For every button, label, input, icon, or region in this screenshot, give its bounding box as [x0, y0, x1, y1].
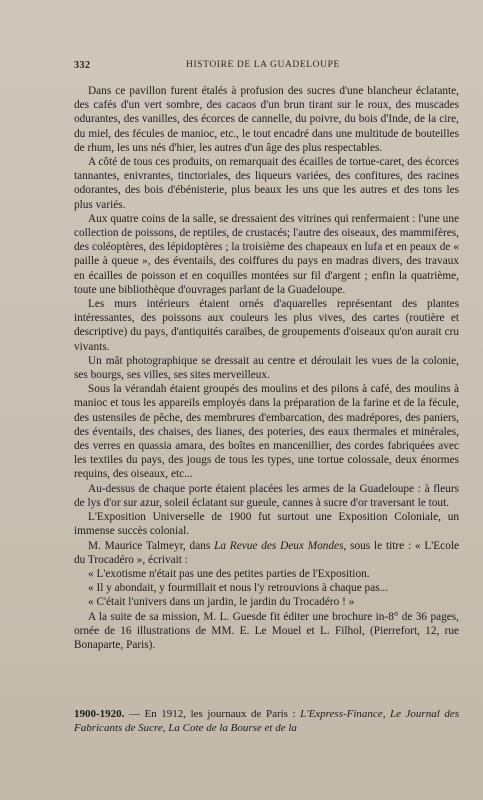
paragraph: Sous la vérandah étaient groupés des moulins et des pilons à café, des moulins à manioc et tous les appareils employés dans la préparation de la farine et de la fécule, des ustensiles de pêche, des membrures d'embarcation, des madrépores, des paniers, des éventails, des chaises, des lianes, des poteries, des eaux thermales et minérales, des verres en quassia amara, des boîtes en mancenillier, des cordes fabriquées avec les textiles du pays, des jougs de tous les types, une tortue colossale, deux énormes requins, des oiseaux, etc... — [74, 383, 459, 481]
paragraph: Un mât photographique se dressait au centre et déroulait les vues de la colonie, ses bourgs, ses villes, ses sites merveilleux. — [74, 354, 459, 382]
talmeyr-text-after: , sous le titre : « L'Ecole du Trocadéro », écrivait : — [74, 539, 459, 566]
paragraph: Dans ce pavillon furent étalés à profusion des sucres d'une blancheur éclatante, des cafés d'un vert sombre, des cacaos d'un brun tirant sur le roux, des muscades odurantes, des vanilles, des écorces de cannelle, du poivre, du bois d'Inde, de la cire, du miel, des fécules de manioc, etc., le tout encadré dans une multitude de bouteilles de rhum, les uns nés d'hier, les autres d'un âge des plus respectables. — [74, 85, 459, 154]
paragraph: L'Exposition Universelle de 1900 fut surtout une Exposition Coloniale, un immense succès colonial. — [74, 511, 459, 538]
talmeyr-paragraph — [74, 539, 459, 567]
footnote-text: — En 1912, les journaux de Paris : — [124, 708, 301, 720]
talmeyr-text-before: M. Maurice Talmeyr, dans — [88, 539, 215, 552]
journal-title: La Revue des Deux Mondes — [214, 539, 344, 552]
paragraph: A côté de tous ces produits, on remarquait des écailles de tortue-caret, des écorces tannantes, enivrantes, tinctoriales, des liqueurs variées, des confitures, des racines odorantes, des bois d'ébénisterie, plus beaux les uns que les autres et des tons les plus variés. — [74, 156, 459, 211]
quote-line: « C'était l'univers dans un jardin, le jardin du Trocadéro ! » — [88, 596, 355, 609]
quote-line: « Il y abondait, y fourmillait et nous l'y retrouvions à chaque pas... — [88, 582, 389, 595]
paragraph: Aux quatre coins de la salle, se dressaient des vitrines qui renfermaient : l'une une collection de poissons, de reptiles, de crustacés; l'autre des oiseaux, des mammifères, des coléoptères, des lépidoptères ; la troisième des chapeaux en lufa et en peaux de « paille à queue », des éventails, des coiffures du pays en madras divers, des travaux en écailles de poisson et en coquilles montées sur fil d'argent ; enfin la quatrième, toute une bibliothèque d'ouvrages parlant de la Guadeloupe. — [74, 212, 459, 296]
page-number: 332 — [74, 60, 91, 71]
paragraph: A la suite de sa mission, M. L. Guesde fit éditer une brochure in-8° de 36 pages, ornée de 16 illustrations de MM. E. Le Mouel et L. Filhol, (Pierrefort, 12, rue Bonaparte, Paris). — [74, 610, 459, 651]
quote-line: « L'exotisme n'était pas une des petites parties de l'Exposition. — [88, 567, 370, 580]
footnote-journals: L'Express-Finance, Le Journal des Fabricants de Sucre, La Cote de la Bourse et de la — [74, 708, 459, 734]
paragraph: Les murs intérieurs étaient ornés d'aquarelles représentant des plantes intéressantes, des poissons aux couleurs les plus vives, des cartes (routière et descriptive) du pays, d'antiquités caraïbes, de groupements d'oiseaux qu'on aurait cru vivants. — [74, 298, 459, 353]
footnote — [74, 707, 459, 735]
footnote-heading: 1900-1920. — [74, 708, 125, 720]
page-header — [74, 60, 459, 74]
paragraph: Au-dessus de chaque porte étaient placées les armes de la Guadeloupe : à fleurs de lys d'or sur azur, soleil éclatant sur gueule, cannes à sucre d'or traversant le tout. — [74, 482, 459, 509]
running-title: HISTOIRE DE LA GUADELOUPE — [186, 60, 340, 70]
main-text — [74, 84, 459, 652]
